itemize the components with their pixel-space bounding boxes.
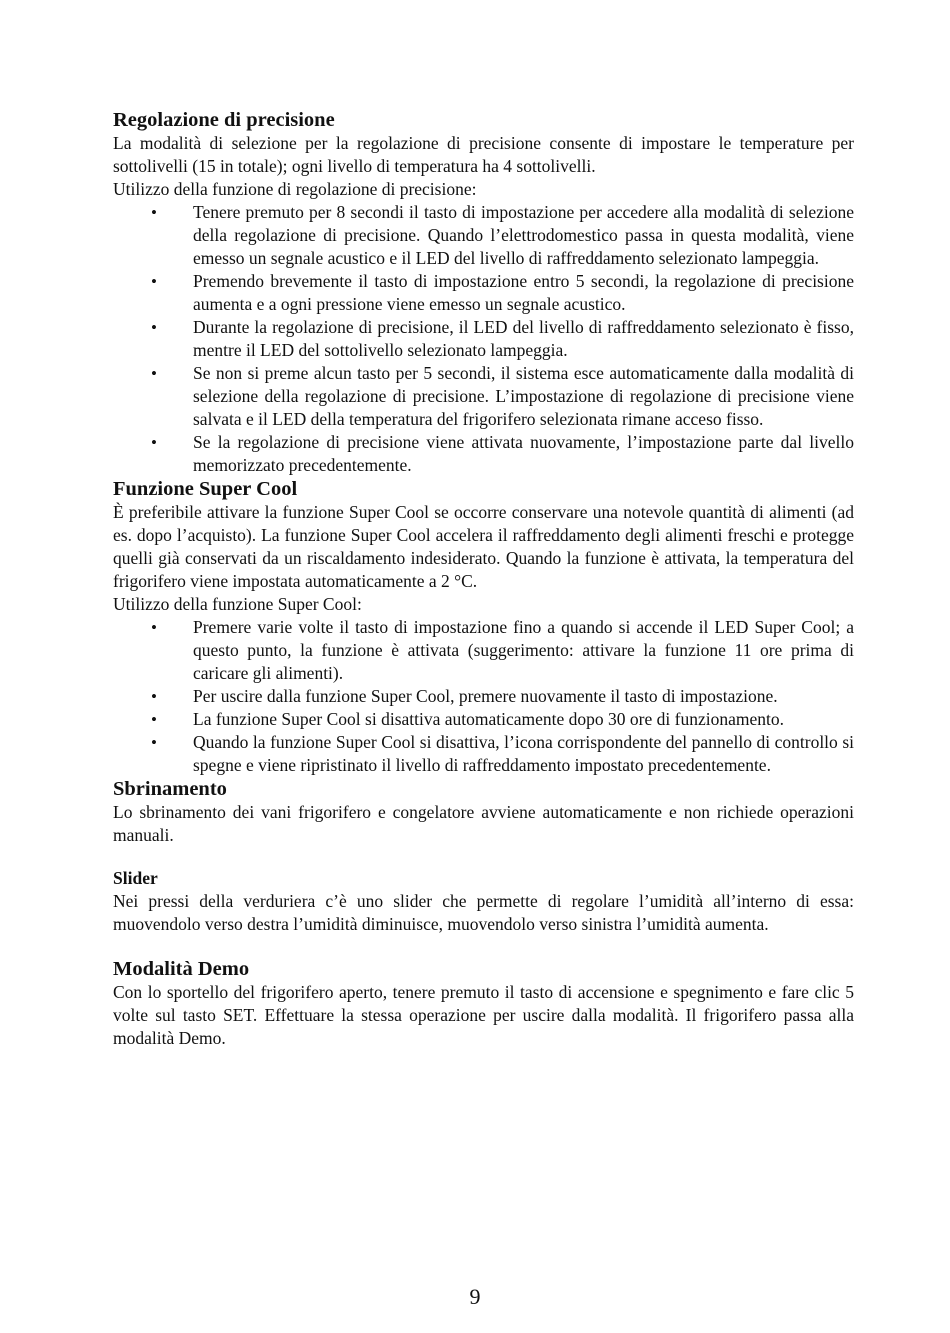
list-item bbox=[113, 201, 854, 270]
list-item bbox=[113, 431, 854, 477]
list-item-text: Se la regolazione di precisione viene attivata nuovamente, l’impostazione parte dal livello memorizzato precedentemente. bbox=[193, 432, 854, 475]
slider-body: Nei pressi della verduriera c’è uno slider che permette di regolare l’umidità all’interno di essa: muovendolo verso destra l’umidità diminuisce, muovendolo verso sinistra l’umidità aumenta. bbox=[113, 891, 854, 934]
document-page bbox=[113, 108, 854, 1050]
page-number: 9 bbox=[469, 1284, 481, 1309]
bullet-icon: • bbox=[151, 203, 157, 222]
section-title-supercool: Funzione Super Cool bbox=[113, 478, 298, 500]
section-title-defrost: Sbrinamento bbox=[113, 778, 227, 800]
spacer bbox=[113, 847, 854, 867]
list-item bbox=[113, 731, 854, 777]
list-item-text: Tenere premuto per 8 secondi il tasto di impostazione per accedere alla modalità di selezione della regolazione di precisione. Quando l’elettrodomestico passa in questa modalità, viene emesso un segnale acustico e il LED del livello di raffreddamento selezionato lampeggia. bbox=[193, 202, 854, 268]
precision-bullet-list bbox=[113, 201, 854, 477]
precision-intro: La modalità di selezione per la regolazione di precisione consente di impostare le temperature per sottolivelli (15 in totale); ogni livello di temperatura ha 4 sottolivelli. bbox=[113, 133, 854, 176]
bullet-icon: • bbox=[151, 687, 157, 706]
section-title-demo: Modalità Demo bbox=[113, 958, 250, 980]
list-item bbox=[113, 270, 854, 316]
list-item bbox=[113, 708, 854, 731]
list-item-text: La funzione Super Cool si disattiva automaticamente dopo 30 ore di funzionamento. bbox=[193, 709, 784, 729]
bullet-icon: • bbox=[151, 733, 157, 752]
bullet-icon: • bbox=[151, 618, 157, 637]
section-title-precision: Regolazione di precisione bbox=[113, 109, 335, 131]
bullet-icon: • bbox=[151, 318, 157, 337]
supercool-usage: Utilizzo della funzione Super Cool: bbox=[113, 594, 362, 614]
precision-usage: Utilizzo della funzione di regolazione di precisione: bbox=[113, 179, 477, 199]
list-item-text: Per uscire dalla funzione Super Cool, premere nuovamente il tasto di impostazione. bbox=[193, 686, 778, 706]
demo-body: Con lo sportello del frigorifero aperto, tenere premuto il tasto di accensione e spegnimento e fare clic 5 volte sul tasto SET. Effettuare la stessa operazione per uscire dalla modalità. Il frigorifero passa alla modalità Demo. bbox=[113, 982, 854, 1048]
list-item-text: Premere varie volte il tasto di impostazione fino a quando si accende il LED Super Cool; a questo punto, la funzione è attivata (suggerimento: attivare la funzione 11 ore prima di caricare gli alimenti). bbox=[193, 617, 854, 683]
list-item-text: Premendo brevemente il tasto di impostazione entro 5 secondi, la regolazione di precisione aumenta e a ogni pressione viene emesso un segnale acustico. bbox=[193, 271, 854, 314]
list-item-text: Quando la funzione Super Cool si disattiva, l’icona corrispondente del pannello di controllo si spegne e viene ripristinato il livello di raffreddamento impostato precedentemente. bbox=[193, 732, 854, 775]
list-item bbox=[113, 685, 854, 708]
section-title-slider: Slider bbox=[113, 868, 158, 888]
list-item-text: Durante la regolazione di precisione, il LED del livello di raffreddamento selezionato è fisso, mentre il LED del sottolivello selezionato lampeggia. bbox=[193, 317, 854, 360]
spacer bbox=[113, 936, 854, 957]
bullet-icon: • bbox=[151, 710, 157, 729]
bullet-icon: • bbox=[151, 433, 157, 452]
supercool-intro: È preferibile attivare la funzione Super Cool se occorre conservare una notevole quantità di alimenti (ad es. dopo l’acquisto). La funzione Super Cool accelera il raffreddamento degli alimenti freschi e protegge quelli già conservati da un riscaldamento indesiderato. Quando la funzione è attivata, la temperatura del frigorifero viene impostata automaticamente a 2 °C. bbox=[113, 502, 854, 591]
defrost-body: Lo sbrinamento dei vani frigorifero e congelatore avviene automaticamente e non richiede operazioni manuali. bbox=[113, 802, 854, 845]
list-item bbox=[113, 316, 854, 362]
list-item bbox=[113, 362, 854, 431]
supercool-bullet-list bbox=[113, 616, 854, 777]
bullet-icon: • bbox=[151, 272, 157, 291]
bullet-icon: • bbox=[151, 364, 157, 383]
list-item-text: Se non si preme alcun tasto per 5 secondi, il sistema esce automaticamente dalla modalità di selezione della regolazione di precisione. L’impostazione di regolazione di precisione viene salvata e il LED della temperatura del frigorifero selezionata rimane acceso fisso. bbox=[193, 363, 854, 429]
list-item bbox=[113, 616, 854, 685]
